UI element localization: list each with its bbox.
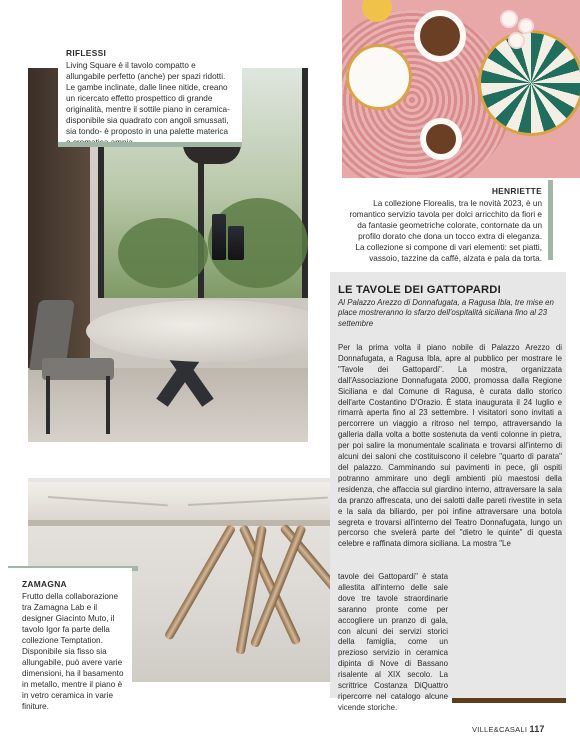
meringue <box>520 20 532 32</box>
caption-text: Frutto della collaborazione tra Zamagna Lab e il designer Giacinto Muto, il tavolo Igor fa parte della collezione Temptation. Disponibile sia fisso sia allungabile, può avere varie dimensioni, ha il basamento in metallo, mentre il piano è in vetro ceramica in varie finiture. <box>22 592 124 711</box>
dessert-plate <box>346 44 412 110</box>
coffee-cup <box>414 10 466 62</box>
henriette-caption <box>342 180 548 263</box>
caption-text: Living Square è il tavolo compatto e allungabile perfetto (anche) per spazi ridotti. Le gambe inclinate, dalle linee nitide, creano un ricercato effetto prospettico di grande originalità, mentre il sottile piano in ceramica- disponibile sia quadrato con angoli smussati, sia tondo- è proposto in una palette materica <box>66 61 230 136</box>
garden-shrub <box>118 218 208 288</box>
henriette-tableware-photo <box>342 0 580 178</box>
bronze-rod <box>164 524 237 641</box>
caption-title: HENRIETTE <box>491 186 542 196</box>
page-number: 117 <box>529 724 545 734</box>
caption-text: La collezione Florealis, tra le novità 2023, è un romantico servizio tavola per dolci arricchito da fiori e da fantasie geometriche colorate, contornate da un profilo dorato che dona un tocco extra di eleganza. La collezione si compone di vari elementi: set piatti, vassoio, tazzine da caffè, alzata e pala da torta. <box>349 199 542 263</box>
cake-stand <box>478 30 580 136</box>
page-folio <box>472 724 545 734</box>
chair-leg <box>106 376 110 434</box>
article-subtitle: Al Palazzo Arezzo di Donnafugata, a Ragusa Ibla, tre mise en place mostreranno lo sfarzo dell'ospitalità siciliana fino al 23 settembre <box>338 298 554 328</box>
caption-accent-bar <box>58 142 242 147</box>
magazine-name: VILLE&CASALI <box>472 725 528 734</box>
zamagna-caption <box>8 568 132 710</box>
caption-title: ZAMAGNA <box>22 579 67 589</box>
espresso-cup <box>420 118 462 160</box>
glass-vase <box>228 226 244 260</box>
chair-seat <box>42 358 114 380</box>
window-frame <box>302 68 308 298</box>
article-body-continued: tavole dei Gattopardi" è stata allestita all'interno delle sale dove tre tavole straordinarie saranno pronte come per accogliere un pranzo di gala, con alcuni dei servizi storici della famiglia, come un prezioso servizio in ceramica dipinta di Nove di Bassano risalente al XIX secolo. La scrittrice Costanza DiQuattro ripercorre nel catalogo alcune vicende storiche. <box>338 572 448 712</box>
chair-leg <box>46 376 50 434</box>
caption-accent-bar <box>548 180 553 260</box>
round-tabletop <box>86 300 308 362</box>
riflessi-caption <box>58 40 242 142</box>
glass-vase <box>212 214 226 260</box>
meringue <box>502 12 516 26</box>
article-body: Per la prima volta il piano nobile di Palazzo Arezzo di Donnafugata, a Ragusa Ibla, apre al pubblico per mostrare le "Tavole dei Gattopardi". La mostra, organizzata dall'Associazione Donnafugata 2000, promossa dalla Regione Siciliana e dal Comune di Ragusa, è curata dallo storico dell'arte Costantino D'Orazio. È stata inaugurata il 24 luglio e rimarrà aperta fino al 23 settembre. I visitatori sono invitati a percorrere un viaggio a ritroso nel tempo, attraversando la galleria dalla volta a botte sostenuta da venti colonne in pietra, per poi salire la monumentale scalinata e trovarsi all'interno di alcuni dei saloni che costituiscono il celebre "quarto di parata" del palazzo. Camminando sui pavimenti in pece, gli ospiti potranno ammirare uno degli ambienti più maestosi della residenza, che affaccia sul giardino interno, attraversare la sala da pranzo affrescata, uno dei salotti dalle pareti rivestite in seta e la sala da biliardo, per poi infine attraversare una botola segreta e trovarsi all'interno del Teatro Donnafugata, lungo un percorso che svelerà parte del "dietro le quinte" di questa celebre e raffinata dimora siciliana. La mostra "Le <box>338 343 562 549</box>
article-title: LE TAVOLE DEI GATTOPARDI <box>338 284 501 296</box>
meringue <box>510 34 523 47</box>
marble-tabletop <box>28 482 344 526</box>
caption-title: RIFLESSI <box>66 48 107 58</box>
